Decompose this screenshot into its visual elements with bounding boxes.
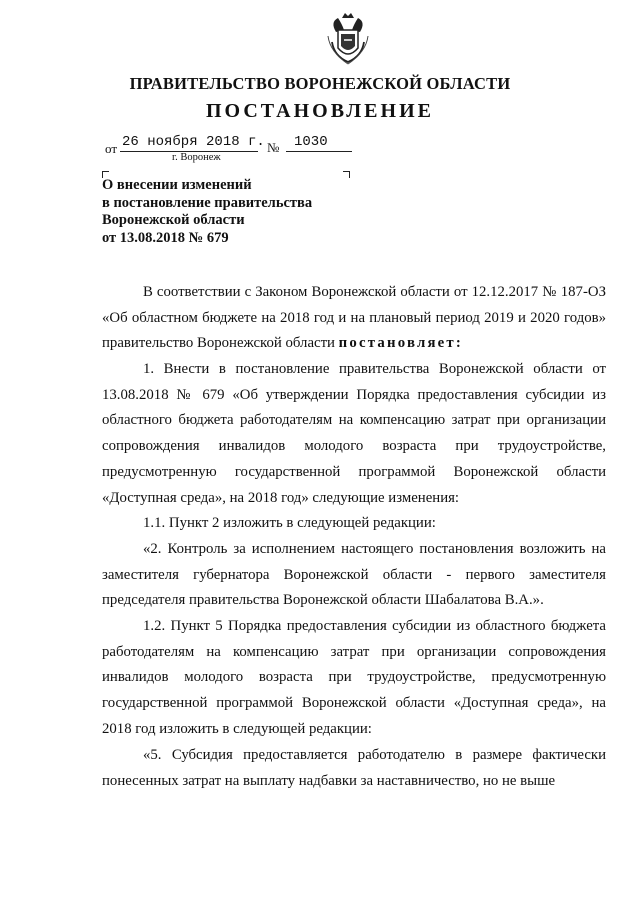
government-title: ПРАВИТЕЛЬСТВО ВОРОНЕЖСКОЙ ОБЛАСТИ [129,74,511,93]
item-1-text: 1. Внести в постановление правительства Воронежской области от 13.08.2018 № 679 «Об утверждении Порядка предоставления субсидии из областного бюджета работодателям на компенсацию затрат при организации сопровождения инвалидов молодого возраста при трудоустройстве, предусмотренную государственной программой Воронежской области «Доступная среда», на 2018 год» следующие изменения: [102,361,606,506]
date-prefix: от [105,141,118,156]
document-date: 26 ноября 2018 г. [122,134,265,150]
item-1-1-text: 1.1. Пункт 2 изложить в следующей редакции: [143,515,436,531]
decree-keyword: постановляет: [338,335,464,352]
document-subject [102,177,312,247]
coat-of-arms-icon [326,12,370,66]
paragraph-item-1-1 [102,511,606,537]
document-type: ПОСТАНОВЛЕНИЕ [206,100,434,122]
preamble-text: В соответствии с Законом Воронежской области от 12.12.2017 № 187-ОЗ «Об областном бюджете на 2018 год и на плановый период 2019 и 2020 годов» правительство Воронежской области [102,284,606,352]
subject-line: в постановление правительства [102,194,313,211]
number-underline [286,151,352,152]
subject-line: Воронежской области [102,212,245,228]
paragraph-preamble [102,280,606,357]
paragraph-point-2 [102,537,606,614]
paragraph-point-5 [102,743,606,794]
bracket-right-icon [343,171,350,178]
paragraph-item-1 [102,357,606,511]
number-prefix: № [267,140,280,155]
subject-line: от 13.08.2018 № 679 [102,229,229,246]
point-2-text: «2. Контроль за исполнением настоящего постановления возложить на заместителя губернатора Воронежской области - первого заместителя председателя правительства Воронежской области Шабалатова В.А.». [102,541,606,609]
paragraph-item-1-2 [102,614,606,743]
subject-line: О внесении изменений [102,177,252,193]
city: г. Воронеж [172,152,221,163]
point-5-text: «5. Субсидия предоставляется работодателю в размере фактически понесенных затрат на выплату надбавки за наставничество, но не выше [102,747,606,789]
item-1-2-text: 1.2. Пункт 5 Порядка предоставления субсидии из областного бюджета работодателям на компенсацию затрат при организации сопровождения инвалидов молодого возраста при трудоустройстве, предусмотренную государственной программой Воронежской области «Доступная среда», на 2018 год изложить в следующей редакции: [102,618,606,737]
document-number: 1030 [294,134,328,150]
